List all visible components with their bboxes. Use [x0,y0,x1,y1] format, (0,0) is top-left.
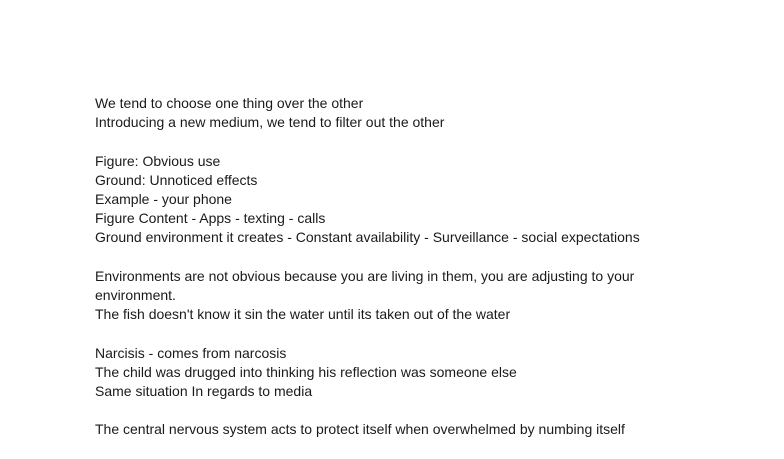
text-line: Same situation In regards to media [95,383,313,399]
text-line: The fish doesn't know it sin the water until its taken out of the water [95,306,511,323]
paragraph-figure-ground [95,152,665,248]
text-line: Figure: Obvious use [95,152,221,169]
paragraph-narcisis [95,344,665,402]
text-line: The central nervous system acts to protect itself when overwhelmed by numbing itself [95,421,625,438]
paragraph-choice [95,94,665,132]
text-line: Example - your phone [95,191,232,207]
text-line: Figure Content - Apps - texting - calls [95,210,326,227]
text-line: Ground: Unnoticed effects [95,171,258,188]
paragraph-nervous-system [95,420,665,439]
text-line: We tend to choose one thing over the other [95,95,364,111]
text-line: Ground environment it creates - Constant availability - Surveillance - social expectations [95,229,640,246]
text-line: Environments are not obvious because you are living in them, you are adjusting to your environment. [95,267,635,303]
text-line: The child was drugged into thinking his reflection was someone else [95,363,517,380]
text-line: Introducing a new medium, we tend to filter out the other [95,114,445,131]
paragraph-environments [95,267,665,325]
document-body [95,94,665,459]
text-line: Narcisis - comes from narcosis [95,344,287,361]
